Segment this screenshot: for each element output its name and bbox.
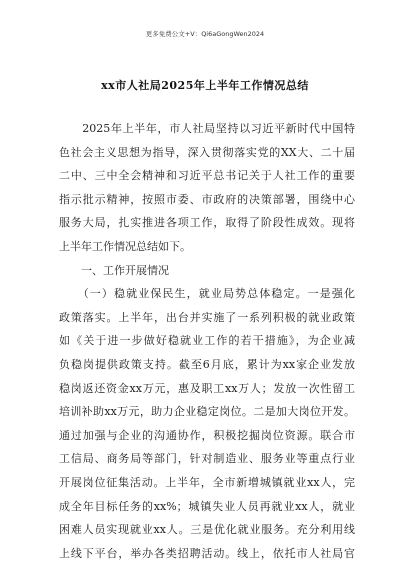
body-line: 色社会主义思想为指导，深入贯彻落实党的XX大、二十届 bbox=[59, 145, 355, 159]
body-line: 工信局、商务局等部门，针对制造业、服务业等重点行业 bbox=[59, 452, 355, 466]
body-line: 负稳岗提供政策支持。截至6月底，累计为xx家企业发放 bbox=[59, 357, 355, 371]
document-body bbox=[59, 117, 355, 565]
body-line: 上线下平台，举办各类招聘活动。线上，依托市人社局官 bbox=[59, 546, 355, 560]
body-line: 指示批示精神，按照市委、市政府的决策部署，围绕中心 bbox=[59, 192, 355, 206]
document-title: xx市人社局2025年上半年工作情况总结 bbox=[101, 79, 309, 92]
body-line: 开展岗位征集活动。上半年，全市新增城镇就业xx人，完 bbox=[59, 475, 355, 489]
body-line: 如《关于进一步做好稳就业工作的若干措施》，为企业减 bbox=[59, 334, 355, 348]
body-line: （一）稳就业保民生，就业局势总体稳定。一是强化 bbox=[59, 287, 355, 301]
body-line: 成全年目标任务的xx%；城镇失业人员再就业xx人，就业 bbox=[59, 499, 355, 513]
body-line: 培训补助xx万元，助力企业稳定岗位。二是加大岗位开发。 bbox=[59, 405, 355, 419]
body-line: 通过加强与企业的沟通协作，积极挖掘岗位资源。联合市 bbox=[59, 428, 355, 442]
body-line: 二中、三中全会精神和习近平总书记关于人社工作的重要 bbox=[59, 169, 355, 183]
body-line: 2025年上半年，市人社局坚持以习近平新时代中国特 bbox=[59, 122, 355, 135]
body-line: 困难人员实现就业xx人。三是优化就业服务。充分利用线 bbox=[59, 523, 355, 537]
body-line: 一、工作开展情况 bbox=[59, 263, 169, 277]
body-line: 政策落实。上半年，出台并实施了一系列积极的就业政策 bbox=[59, 310, 355, 324]
body-line: 稳岗返还资金xx万元，惠及职工xx万人；发放一次性留工 bbox=[59, 381, 355, 395]
body-line: 服务大局，扎实推进各项工作，取得了阶段性成效。现将 bbox=[59, 216, 355, 230]
body-line: 上半年工作情况总结如下。 bbox=[59, 239, 191, 253]
header-note: 更多免费公文+V：Qi6aGongWen2024 bbox=[145, 30, 265, 38]
